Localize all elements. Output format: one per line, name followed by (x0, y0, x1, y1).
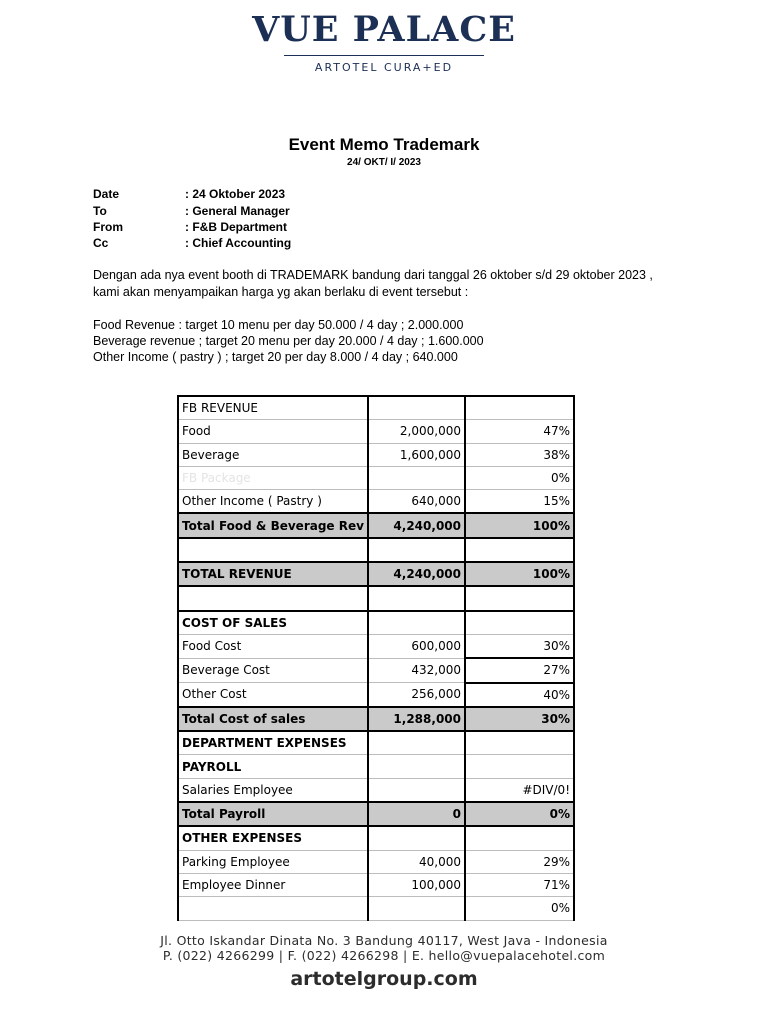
row-percent: 38% (465, 443, 574, 466)
row-amount: 100,000 (368, 873, 465, 896)
field-label: From (93, 220, 123, 234)
row-amount: 4,240,000 (368, 513, 465, 537)
row-percent: 0% (465, 466, 574, 489)
field-label: Date (93, 187, 120, 201)
row-amount: 1,288,000 (368, 707, 465, 731)
table-row (178, 873, 574, 896)
row-amount: 40,000 (368, 850, 465, 873)
row-label: PAYROLL (178, 755, 368, 778)
row-amount (368, 466, 465, 489)
row-label: Total Cost of sales (178, 707, 368, 731)
row-percent: 0% (465, 802, 574, 826)
row-label: Beverage (178, 443, 368, 466)
hotel-logo (0, 10, 768, 74)
row-label: FB Package (178, 466, 368, 489)
row-percent: 27% (465, 658, 574, 682)
row-amount (368, 755, 465, 778)
table-row (178, 443, 574, 466)
row-label: Other Income ( Pastry ) (178, 490, 368, 514)
section-header-row (178, 826, 574, 850)
total-row (178, 802, 574, 826)
row-amount (368, 586, 465, 610)
section-header-row (178, 731, 574, 755)
row-percent: 71% (465, 873, 574, 896)
row-label: Salaries Employee (178, 778, 368, 802)
row-label: Food Cost (178, 634, 368, 658)
row-label: Other Cost (178, 683, 368, 707)
row-percent: 40% (465, 683, 574, 707)
row-amount (368, 396, 465, 420)
row-amount: 2,000,000 (368, 420, 465, 443)
row-amount: 600,000 (368, 634, 465, 658)
memo-reference: 24/ OKT/ I/ 2023 (347, 157, 421, 168)
row-label: DEPARTMENT EXPENSES (178, 731, 368, 755)
row-label: Total Food & Beverage Rev (178, 513, 368, 537)
total-row (178, 513, 574, 537)
row-label (178, 897, 368, 920)
row-label (178, 538, 368, 562)
row-label: COST OF SALES (178, 611, 368, 635)
row-label: Parking Employee (178, 850, 368, 873)
target-food: Food Revenue : target 10 menu per day 50.000 / 4 day ; 2.000.000 (93, 318, 464, 332)
footer-address: Jl. Otto Iskandar Dinata No. 3 Bandung 40117, West Java - Indonesia (160, 933, 608, 948)
row-percent: 30% (465, 707, 574, 731)
table-row (178, 586, 574, 610)
total-row (178, 562, 574, 586)
row-percent: 30% (465, 634, 574, 658)
row-label: FB REVENUE (178, 396, 368, 420)
table-row (178, 420, 574, 443)
row-amount: 432,000 (368, 658, 465, 682)
brand-name: VUE PALACE (252, 9, 516, 50)
row-label: OTHER EXPENSES (178, 826, 368, 850)
row-amount: 640,000 (368, 490, 465, 514)
row-percent (465, 755, 574, 778)
row-amount: 4,240,000 (368, 562, 465, 586)
row-percent (465, 731, 574, 755)
table-row (178, 490, 574, 514)
row-amount (368, 538, 465, 562)
intro-line-1: Dengan ada nya event booth di TRADEMARK bandung dari tanggal 26 oktober s/d 29 oktober 2023 , (93, 268, 653, 282)
table-row (178, 683, 574, 707)
field-value: : Chief Accounting (185, 236, 292, 250)
row-percent: 0% (465, 897, 574, 920)
row-percent (465, 396, 574, 420)
table-row (178, 658, 574, 682)
row-label (178, 586, 368, 610)
row-percent: #DIV/0! (465, 778, 574, 802)
field-label: To (93, 204, 107, 218)
row-percent (465, 611, 574, 635)
row-label: TOTAL REVENUE (178, 562, 368, 586)
logo-divider (284, 55, 484, 56)
section-header-row (178, 611, 574, 635)
row-percent: 100% (465, 513, 574, 537)
row-amount: 1,600,000 (368, 443, 465, 466)
field-value: : F&B Department (185, 220, 288, 234)
intro-line-2: kami akan menyampaikan harga yg akan berlaku di event tersebut : (93, 285, 469, 299)
row-label: Food (178, 420, 368, 443)
table-row (178, 634, 574, 658)
row-amount (368, 778, 465, 802)
table-row (178, 778, 574, 802)
field-label: Cc (93, 236, 109, 250)
row-percent: 100% (465, 562, 574, 586)
table-row (178, 396, 574, 420)
table-row (178, 538, 574, 562)
table-row (178, 897, 574, 920)
table-row (178, 466, 574, 489)
memo-title: Event Memo Trademark (288, 135, 480, 154)
row-amount (368, 897, 465, 920)
row-amount (368, 826, 465, 850)
row-percent: 47% (465, 420, 574, 443)
revenue-table (177, 395, 575, 921)
field-value: : 24 Oktober 2023 (185, 187, 286, 201)
row-label: Total Payroll (178, 802, 368, 826)
row-amount (368, 611, 465, 635)
table-row (178, 850, 574, 873)
target-beverage: Beverage revenue ; target 20 menu per day 20.000 / 4 day ; 1.600.000 (93, 334, 484, 348)
footer-website: artotelgroup.com (290, 968, 478, 990)
footer-contact: P. (022) 4266299 | F. (022) 4266298 | E. hello@vuepalacehotel.com (162, 948, 606, 963)
row-percent: 29% (465, 850, 574, 873)
total-row (178, 707, 574, 731)
target-other-income: Other Income ( pastry ) ; target 20 per day 8.000 / 4 day ; 640.000 (93, 350, 458, 364)
row-percent: 15% (465, 490, 574, 514)
section-header-row (178, 755, 574, 778)
row-amount: 256,000 (368, 683, 465, 707)
field-value: : General Manager (185, 204, 290, 218)
row-percent (465, 826, 574, 850)
row-amount (368, 731, 465, 755)
row-percent (465, 538, 574, 562)
row-label: Beverage Cost (178, 658, 368, 682)
row-label: Employee Dinner (178, 873, 368, 896)
row-amount: 0 (368, 802, 465, 826)
row-percent (465, 586, 574, 610)
brand-tagline: ARTOTEL CURA+ED (314, 61, 454, 74)
